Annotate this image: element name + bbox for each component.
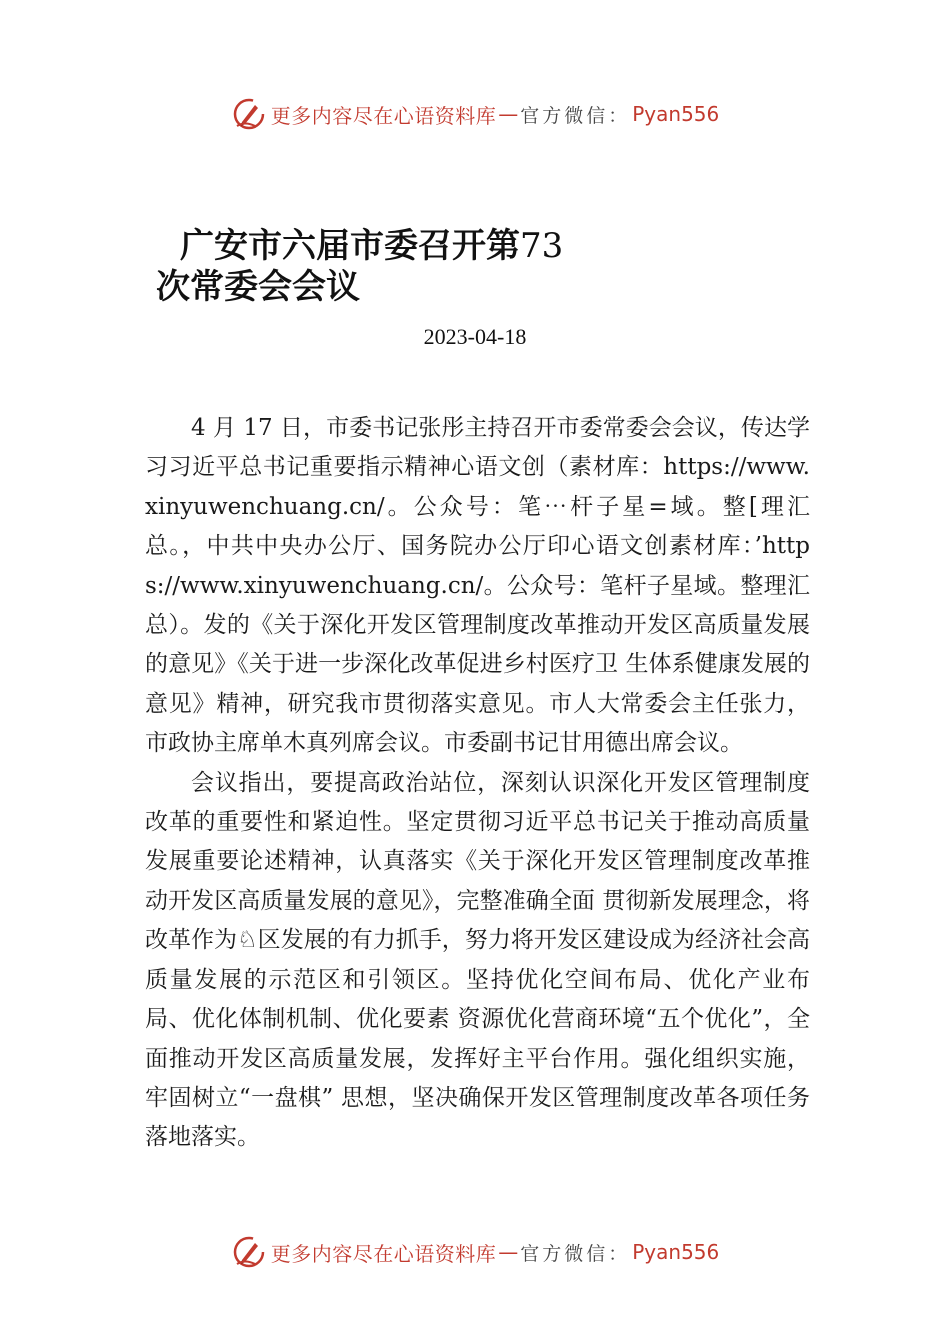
article-date: 2023-04-18 <box>423 324 527 349</box>
pen-circle-logo-icon <box>231 1234 267 1270</box>
header-banner <box>0 94 950 134</box>
title-line2: 次常委会会议 <box>156 267 360 307</box>
article-body <box>145 409 810 1158</box>
title-number: 73 <box>520 226 564 266</box>
paragraph-1: 4 月 17 日，市委书记张彤主持召开市委常委会会议，传达学习习近平总书记重要指示精神心语文创（素材库：https://www.xinyuwenchuang.cn/。公众号：笔⋯杆子星=域。整[理汇总。，中共中央办公厅、国务院办公厅印心语文创素材库：’https://www.xinyuwenchuang.cn/。公众号：笔杆子星域。整理汇总）。发的《关于深化开发区管理制度改革推动开发区高质量发展的意见》《关于进一步深化改革促进乡村医疗卫 生体系健康发展的意见》精神，研究我市贯彻落实意见。市人大常委会主任张力，市政协主席单木真列席会议。市委副书记甘用德出席会议。 <box>145 415 810 757</box>
title-text: 广安市六届市委召开第 <box>180 226 520 266</box>
banner-separator: — <box>498 102 519 126</box>
paragraph-2: 会议指出，要提高政治站位，深刻认识深化开发区管理制度改革的重要性和紧迫性。坚定贯彻习近平总书记关于推动高质量发展重要论述精神，认真落实《关于深化开发区管理制度改革推动开发区高质量发展的意见》，完整准确全面 贯彻新发展理念，将改革作为♘区发展的有力抓手，努力将开发区建设成为经济社会高质量发展的示范区和引领区。坚持优化空间布局、优化产业布局、优化体制机制、优化要素 资源优化营商环境“五个优化”，全面推动开发区高质量发展，发挥好主平台作用。强化组织实施，牢固树立“一盘棋” 思想，坚决确保开发区管理制度改革各项任务落地落实。 <box>145 769 810 1151</box>
banner-text: 更多内容尽在心语资料库 <box>270 103 497 128</box>
banner-wechat-id: Pyan556 <box>632 102 720 126</box>
banner-text: 更多内容尽在心语资料库 <box>270 1241 497 1266</box>
banner-wechat-label: 官方微信： <box>520 104 631 127</box>
article-title <box>156 226 628 308</box>
banner-separator: — <box>498 1240 519 1264</box>
pen-circle-logo-icon <box>231 96 267 132</box>
banner-wechat-label: 官方微信： <box>520 1242 631 1265</box>
footer-banner <box>0 1232 950 1272</box>
banner-wechat-id: Pyan556 <box>632 1240 720 1264</box>
